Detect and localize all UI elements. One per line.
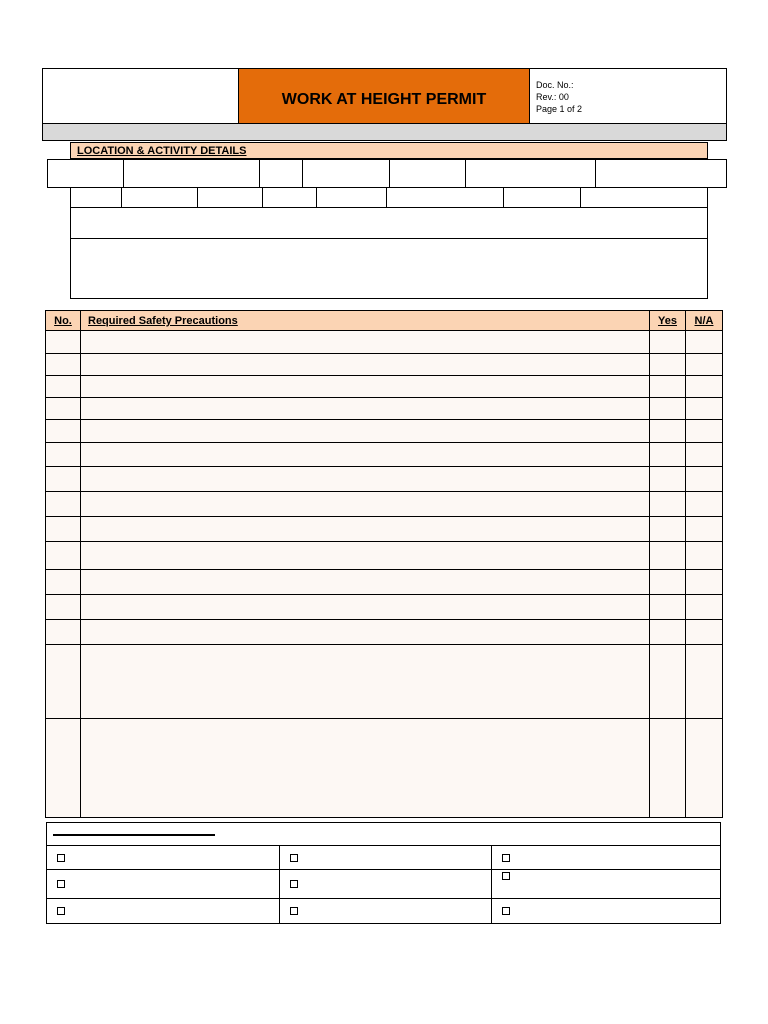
yes-cell[interactable] — [649, 516, 686, 542]
revision-label: Rev.: 00 — [536, 92, 569, 102]
activity-field[interactable] — [580, 187, 708, 208]
precaution-cell[interactable] — [80, 644, 650, 719]
na-cell[interactable] — [685, 330, 723, 354]
checkbox-icon[interactable] — [57, 907, 65, 915]
checkbox-icon[interactable] — [502, 854, 510, 862]
row-number-cell — [45, 644, 81, 719]
checkbox-icon[interactable] — [57, 880, 65, 888]
activity-field[interactable] — [316, 187, 387, 208]
row-number-cell — [45, 619, 81, 645]
yes-cell[interactable] — [649, 330, 686, 354]
row-number-cell — [45, 594, 81, 620]
permit-title-text: WORK AT HEIGHT PERMIT — [281, 91, 487, 108]
activity-field[interactable] — [121, 187, 198, 208]
checkbox-icon[interactable] — [502, 872, 510, 880]
row-number-cell — [45, 491, 81, 517]
row-number-cell — [45, 375, 81, 398]
yes-cell[interactable] — [649, 442, 686, 467]
activity-field[interactable] — [386, 187, 504, 208]
checklist-item — [279, 869, 492, 899]
na-cell[interactable] — [685, 718, 723, 818]
document-meta — [529, 68, 727, 124]
checklist-item — [46, 845, 280, 871]
yes-cell[interactable] — [649, 466, 686, 492]
location-field[interactable] — [47, 159, 124, 188]
na-cell[interactable] — [685, 375, 723, 398]
yes-cell[interactable] — [649, 541, 686, 570]
precaution-cell[interactable] — [80, 569, 650, 595]
row-number-cell — [45, 419, 81, 443]
activity-notes-field[interactable] — [70, 238, 708, 299]
yes-cell[interactable] — [649, 491, 686, 517]
checklist-item — [491, 845, 721, 871]
row-number-cell — [45, 569, 81, 595]
permit-title — [238, 68, 530, 124]
yes-cell[interactable] — [649, 353, 686, 376]
checklist-item — [491, 898, 721, 924]
precaution-cell[interactable] — [80, 491, 650, 517]
checklist-item — [46, 869, 280, 899]
yes-cell[interactable] — [649, 644, 686, 719]
location-section-title: LOCATION & ACTIVITY DETAILS — [70, 142, 708, 159]
doc-number-label: Doc. No.: — [536, 80, 574, 90]
activity-field[interactable] — [262, 187, 317, 208]
header-divider-bar — [42, 123, 727, 141]
location-field[interactable] — [595, 159, 727, 188]
location-field[interactable] — [389, 159, 466, 188]
logo-area — [42, 68, 239, 124]
na-cell[interactable] — [685, 594, 723, 620]
checklist-item — [279, 898, 492, 924]
row-number-cell — [45, 442, 81, 467]
activity-field[interactable] — [70, 187, 122, 208]
row-number-cell — [45, 466, 81, 492]
column-header-precautions: Required Safety Precautions — [80, 310, 650, 331]
row-number-cell — [45, 353, 81, 376]
row-number-cell — [45, 397, 81, 420]
location-field[interactable] — [259, 159, 303, 188]
location-field[interactable] — [465, 159, 596, 188]
precaution-cell[interactable] — [80, 375, 650, 398]
precaution-cell[interactable] — [80, 442, 650, 467]
activity-description-field[interactable] — [70, 207, 708, 239]
na-cell[interactable] — [685, 644, 723, 719]
row-number-cell — [45, 541, 81, 570]
na-cell[interactable] — [685, 353, 723, 376]
precaution-cell[interactable] — [80, 718, 650, 818]
page-number-label: Page 1 of 2 — [536, 104, 583, 114]
row-number-cell — [45, 330, 81, 354]
precaution-cell[interactable] — [80, 516, 650, 542]
yes-cell[interactable] — [649, 718, 686, 818]
na-cell[interactable] — [685, 442, 723, 467]
activity-field[interactable] — [503, 187, 581, 208]
na-cell[interactable] — [685, 569, 723, 595]
precaution-cell[interactable] — [80, 466, 650, 492]
na-cell[interactable] — [685, 619, 723, 645]
precaution-cell[interactable] — [80, 330, 650, 354]
column-header-na: N/A — [685, 310, 723, 331]
na-cell[interactable] — [685, 516, 723, 542]
na-cell[interactable] — [685, 541, 723, 570]
column-header-yes: Yes — [649, 310, 686, 331]
checkbox-icon[interactable] — [290, 854, 298, 862]
yes-cell[interactable] — [649, 619, 686, 645]
na-cell[interactable] — [685, 491, 723, 517]
checkbox-icon[interactable] — [290, 880, 298, 888]
checklist-heading-line — [53, 834, 215, 836]
precaution-cell[interactable] — [80, 397, 650, 420]
yes-cell[interactable] — [649, 397, 686, 420]
na-cell[interactable] — [685, 397, 723, 420]
yes-cell[interactable] — [649, 594, 686, 620]
yes-cell[interactable] — [649, 569, 686, 595]
location-field[interactable] — [123, 159, 260, 188]
checkbox-icon[interactable] — [290, 907, 298, 915]
na-cell[interactable] — [685, 466, 723, 492]
precaution-cell[interactable] — [80, 541, 650, 570]
checkbox-icon[interactable] — [57, 854, 65, 862]
checklist-item — [491, 869, 721, 899]
location-field[interactable] — [302, 159, 390, 188]
row-number-cell — [45, 718, 81, 818]
precaution-cell[interactable] — [80, 619, 650, 645]
yes-cell[interactable] — [649, 419, 686, 443]
checkbox-icon[interactable] — [502, 907, 510, 915]
row-number-cell — [45, 516, 81, 542]
checklist-item — [279, 845, 492, 871]
column-header-no: No. — [45, 310, 81, 331]
na-cell[interactable] — [685, 419, 723, 443]
precaution-cell[interactable] — [80, 419, 650, 443]
checklist-item — [46, 898, 280, 924]
precaution-cell[interactable] — [80, 594, 650, 620]
activity-field[interactable] — [197, 187, 263, 208]
yes-cell[interactable] — [649, 375, 686, 398]
precaution-cell[interactable] — [80, 353, 650, 376]
